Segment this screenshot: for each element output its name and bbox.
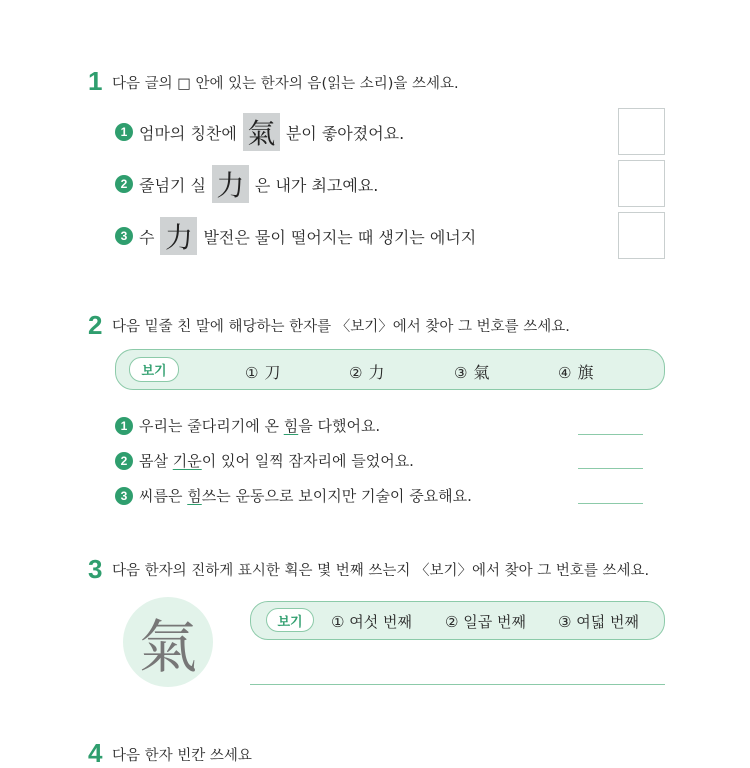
q2-answer-line-3[interactable] (578, 503, 643, 504)
item-number-badge: 1 (115, 123, 133, 141)
q1-answer-box-3[interactable] (618, 212, 665, 259)
q1-item-1-after: 분이 좋아졌어요. (285, 123, 405, 143)
item-number-badge: 2 (115, 452, 133, 470)
q1-item-3 (115, 217, 476, 255)
q2-option-2-mark: ② (349, 364, 363, 382)
question-4-number: 4 (88, 738, 103, 768)
q2-bogi-label: 보기 (129, 357, 179, 382)
question-3-number: 3 (88, 554, 103, 584)
q2-item-1-underlined-word: 힘 (283, 417, 299, 435)
q3-hanja: 氣 (138, 613, 197, 681)
item-number-badge: 2 (115, 175, 133, 193)
q2-item-3-after: 쓰는 운동으로 보이지만 기술이 중요해요. (201, 487, 472, 505)
q2-answer-line-2[interactable] (578, 468, 643, 469)
q3-hanja-circle (123, 597, 213, 687)
q2-item-3-underlined-word: 힘 (187, 487, 202, 505)
q2-item-2 (115, 450, 414, 471)
q1-answer-box-2[interactable] (618, 160, 665, 207)
q1-item-3-hanja: 力 (160, 217, 197, 255)
q2-option-1 (245, 360, 280, 383)
q2-option-3-hanja: 氣 (473, 363, 490, 382)
q2-option-2 (349, 360, 384, 383)
q2-option-4-hanja: 旗 (577, 363, 594, 382)
q2-option-1-hanja: 刀 (264, 363, 281, 382)
q2-option-4 (558, 360, 593, 383)
q1-item-3-after: 발전은 물이 떨어지는 때 생기는 에너지 (203, 227, 477, 247)
q2-answer-line-1[interactable] (578, 434, 643, 435)
question-3-instruction: 다음 한자의 진하게 표시한 획은 몇 번째 쓰는지 〈보기〉에서 찾아 그 번호를 쓰세요. (112, 563, 650, 579)
q1-item-1-hanja: 氣 (243, 113, 280, 151)
q2-item-1-after: 을 다했어요. (298, 417, 381, 435)
q2-option-4-mark: ④ (558, 364, 572, 382)
q2-item-2-after: 이 있어 일찍 잠자리에 들었어요. (201, 452, 414, 470)
q2-item-2-underlined-word: 기운 (172, 452, 202, 470)
q2-option-2-hanja: 力 (368, 363, 385, 382)
question-2-number: 2 (88, 310, 103, 340)
q3-option-2: ② 일곱 번째 (445, 613, 526, 631)
q2-item-2-before: 몸살 (139, 452, 173, 470)
item-number-badge: 3 (115, 227, 133, 245)
question-2-instruction: 다음 밑줄 친 말에 해당하는 한자를 〈보기〉에서 찾아 그 번호를 쓰세요. (112, 319, 570, 335)
q1-item-2-hanja: 力 (212, 165, 249, 203)
q3-bogi-label: 보기 (266, 608, 314, 632)
question-4-instruction: 다음 한자 빈칸 쓰세요 (112, 748, 252, 764)
q2-item-1-before: 우리는 줄다리기에 온 (139, 417, 284, 435)
q3-option-3: ③ 여덟 번째 (558, 613, 639, 631)
q1-item-3-before: 수 (139, 227, 155, 247)
q2-item-1 (115, 415, 380, 436)
q2-option-3-mark: ③ (454, 364, 468, 382)
question-1-number: 1 (88, 66, 103, 96)
q1-item-2-before: 줄넘기 실 (139, 175, 206, 195)
q1-item-1 (115, 113, 404, 151)
item-number-badge: 3 (115, 487, 133, 505)
item-number-badge: 1 (115, 417, 133, 435)
q1-item-1-before: 엄마의 칭찬에 (139, 123, 237, 143)
q1-answer-box-1[interactable] (618, 108, 665, 155)
q3-option-1: ① 여섯 번째 (331, 613, 412, 631)
q3-answer-line[interactable] (250, 684, 665, 685)
q2-option-1-mark: ① (245, 364, 259, 382)
q2-item-3-before: 씨름은 (139, 487, 188, 505)
q1-item-2-after: 은 내가 최고예요. (254, 175, 379, 195)
q2-option-3 (454, 360, 489, 383)
question-1-instruction: 다음 글의 □ 안에 있는 한자의 음(읽는 소리)을 쓰세요. (112, 76, 459, 92)
q1-item-2 (115, 165, 378, 203)
q2-item-3 (115, 485, 472, 506)
